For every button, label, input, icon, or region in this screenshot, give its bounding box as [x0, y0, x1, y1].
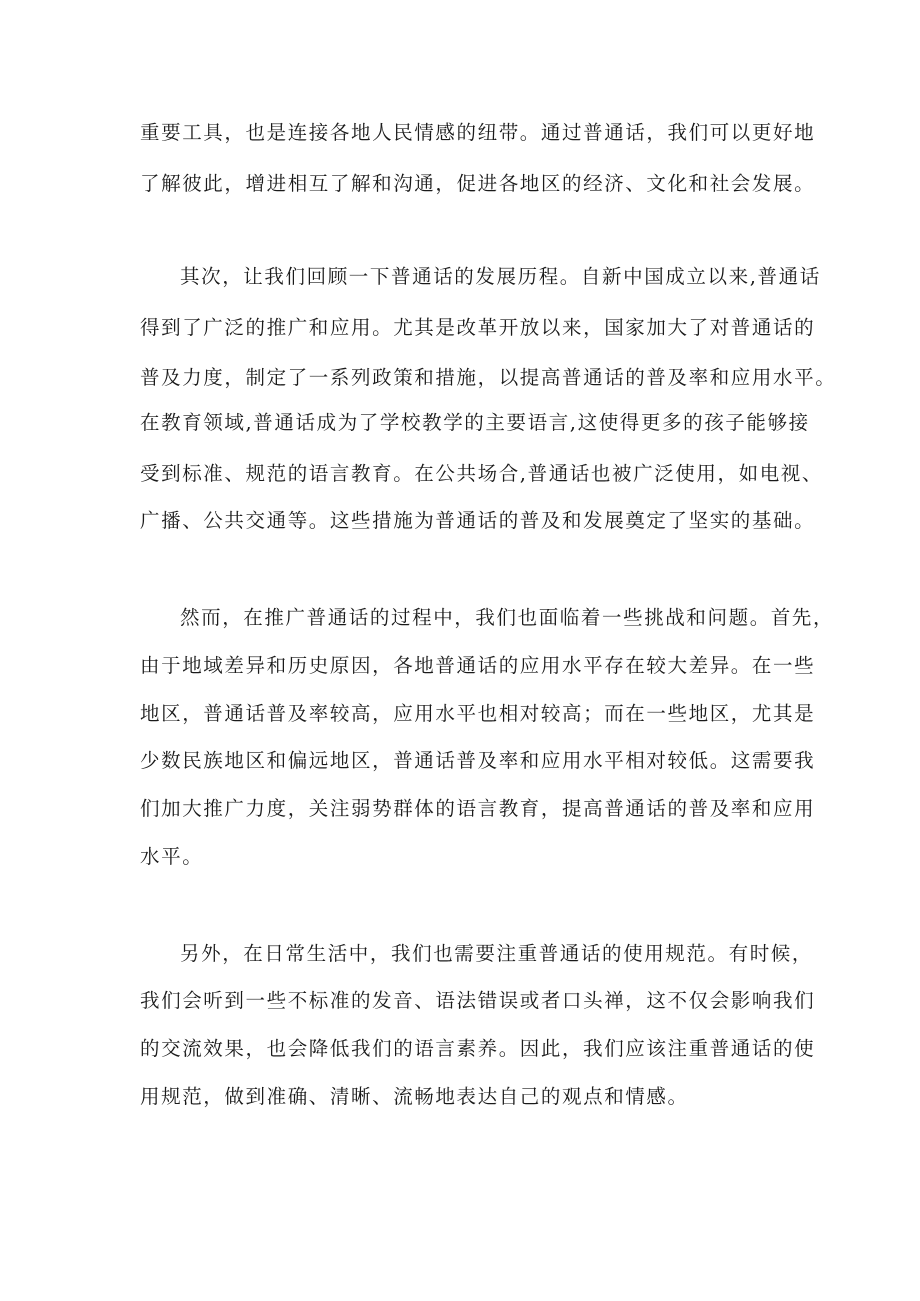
paragraph-line: 用规范，做到准确、清晰、流畅地表达自己的观点和情感。	[140, 1085, 689, 1108]
paragraph-line: 广播、公共交通等。这些措施为普通话的普及和发展奠定了坚实的基础。	[140, 509, 816, 532]
paragraph-line: 的交流效果，也会降低我们的语言素养。因此，我们应该注重普通话的使	[140, 1037, 816, 1060]
paragraph-line: 水平。	[140, 845, 204, 868]
paragraph-line: 重要工具，也是连接各地人民情感的纽带。通过普通话，我们可以更好地	[140, 121, 816, 144]
paragraph-line: 另外，在日常生活中，我们也需要注重普通话的使用规范。有时候，	[180, 942, 814, 965]
paragraph-line: 了解彼此，增进相互了解和沟通，促进各地区的经济、文化和社会发展。	[140, 172, 816, 195]
paragraph-line: 我们会听到一些不标准的发音、语法错误或者口头禅，这不仅会影响我们	[140, 989, 816, 1012]
paragraph-line: 其次，让我们回顾一下普通话的发展历程。自新中国成立以来,普通话	[180, 265, 821, 288]
paragraph-line: 得到了广泛的推广和应用。尤其是改革开放以来，国家加大了对普通话的	[140, 316, 816, 339]
paragraph-line: 地区，普通话普及率较高，应用水平也相对较高；而在一些地区，尤其是	[140, 702, 816, 725]
paragraph-line: 受到标准、规范的语言教育。在公共场合,普通话也被广泛使用，如电视、	[140, 462, 823, 485]
paragraph-line: 由于地域差异和历史原因，各地普通话的应用水平存在较大差异。在一些	[140, 654, 816, 677]
paragraph-line: 然而，在推广普通话的过程中，我们也面临着一些挑战和问题。首先，	[180, 606, 835, 629]
paragraph-line: 在教育领域,普通话成为了学校教学的主要语言,这使得更多的孩子能够接	[140, 411, 810, 434]
paragraph-line: 普及力度，制定了一系列政策和措施，以提高普通话的普及率和应用水平。	[140, 366, 837, 389]
paragraph-line: 们加大推广力度，关注弱势群体的语言教育，提高普通话的普及率和应用	[140, 797, 816, 820]
paragraph-line: 少数民族地区和偏远地区，普通话普及率和应用水平相对较低。这需要我	[140, 749, 816, 772]
